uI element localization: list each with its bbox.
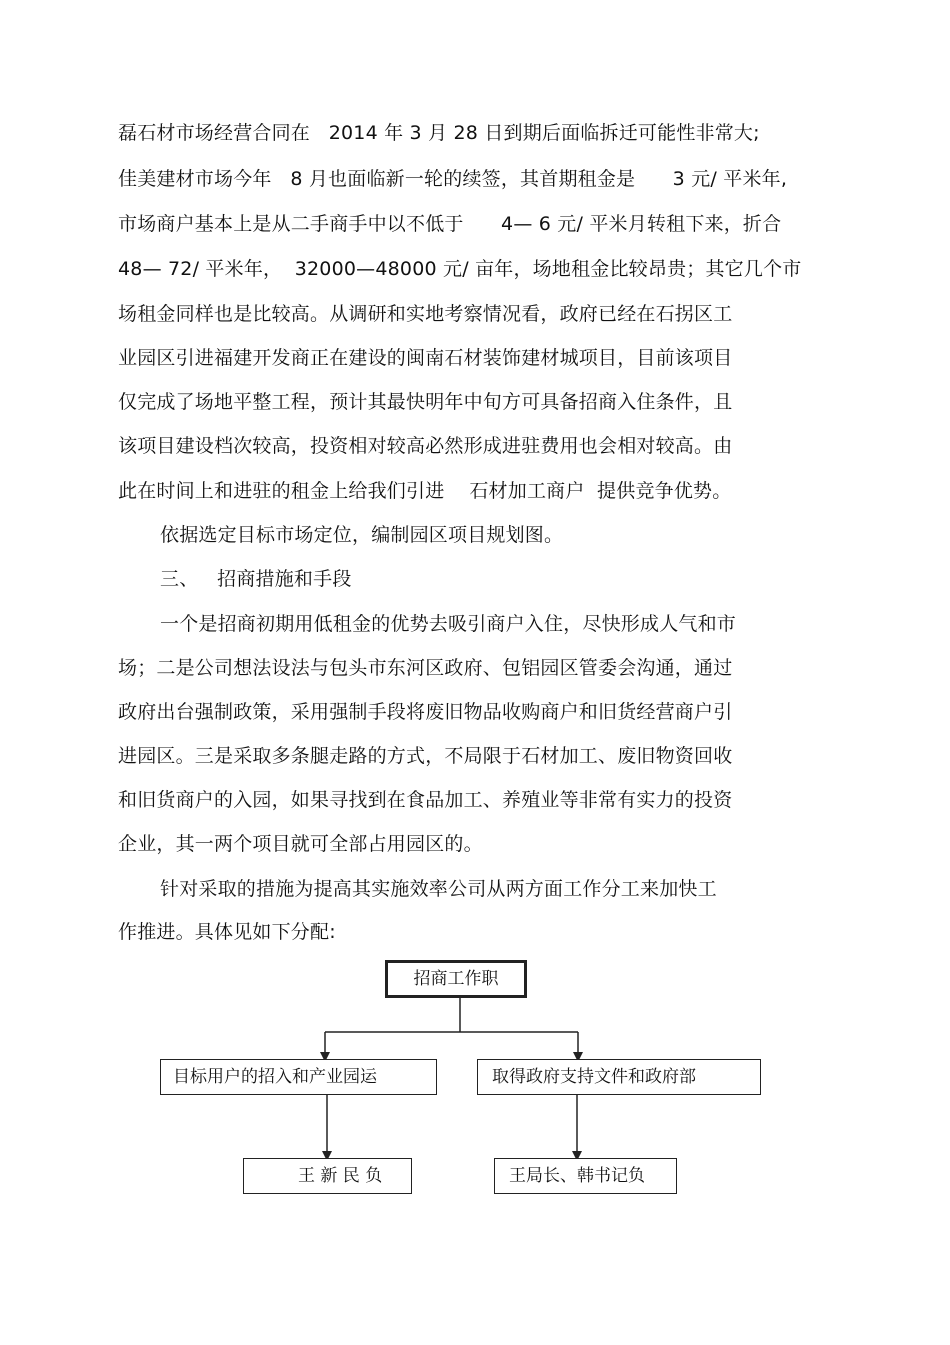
paragraph-line: 该项目建设档次较高，投资相对较高必然形成进驻费用也会相对较高。由 [118,435,733,457]
paragraph-line: 企业，其一两个项目就可全部占用园区的。 [118,833,483,855]
org-left-branch-label: 目标用户的招入和产业园运 [173,1067,377,1087]
paragraph-line: 此在时间上和进驻的租金上给我们引进 石材加工商户 提供竞争优势。 [118,480,732,502]
org-right-branch-label: 取得政府支持文件和政府部 [492,1067,696,1087]
org-root-box [385,960,527,998]
paragraph-line: 进园区。三是采取多条腿走路的方式，不局限于石材加工、废旧物资回收 [118,745,733,767]
paragraph-line: 政府出台强制政策，采用强制手段将废旧物品收购商户和旧货经营商户引 [118,701,733,723]
paragraph-line: 和旧货商户的入园，如果寻找到在食品加工、养殖业等非常有实力的投资 [118,789,733,811]
org-right-leaf-label: 王局长、韩书记负 [509,1166,645,1186]
paragraph-line: 作推进。具体见如下分配: [118,921,336,943]
org-left-leaf-box [243,1158,412,1194]
org-right-branch-box [477,1059,761,1095]
paragraph-line: 业园区引进福建开发商正在建设的闽南石材装饰建材城项目，目前该项目 [118,347,733,369]
paragraph-line: 仅完成了场地平整工程，预计其最快明年中旬方可具备招商入住条件，且 [118,391,733,413]
paragraph-line: 针对采取的措施为提高其实施效率公司从两方面工作分工来加快工 [160,878,717,900]
org-left-leaf-label: 王 新 民 负 [298,1166,383,1186]
org-root-label: 招商工作职 [413,969,499,989]
paragraph-line: 市场商户基本上是从二手商手中以不低于 4— 6 元/ 平米月转租下来，折合 [118,213,782,235]
section-heading: 三、 招商措施和手段 [160,568,352,590]
paragraph-line: 佳美建材市场今年 8 月也面临新一轮的续签，其首期租金是 3 元/ 平米年, [118,168,788,190]
paragraph-line: 依据选定目标市场定位，编制园区项目规划图。 [160,524,564,546]
org-right-leaf-box [494,1158,677,1194]
paragraph-line: 场；二是公司想法设法与包头市东河区政府、包铝园区管委会沟通，通过 [118,657,733,679]
paragraph-line: 一个是招商初期用低租金的优势去吸引商户入住，尽快形成人气和市 [160,613,737,635]
paragraph-line: 场租金同样也是比较高。从调研和实地考察情况看，政府已经在石拐区工 [118,303,733,325]
paragraph-line: 48— 72/ 平米年， 32000—48000 元/ 亩年，场地租金比较昂贵；其它几个市 [118,258,802,280]
org-left-branch-box [160,1059,437,1095]
paragraph-line: 磊石材市场经营合同在 2014 年 3 月 28 日到期后面临拆迁可能性非常大; [118,122,760,144]
